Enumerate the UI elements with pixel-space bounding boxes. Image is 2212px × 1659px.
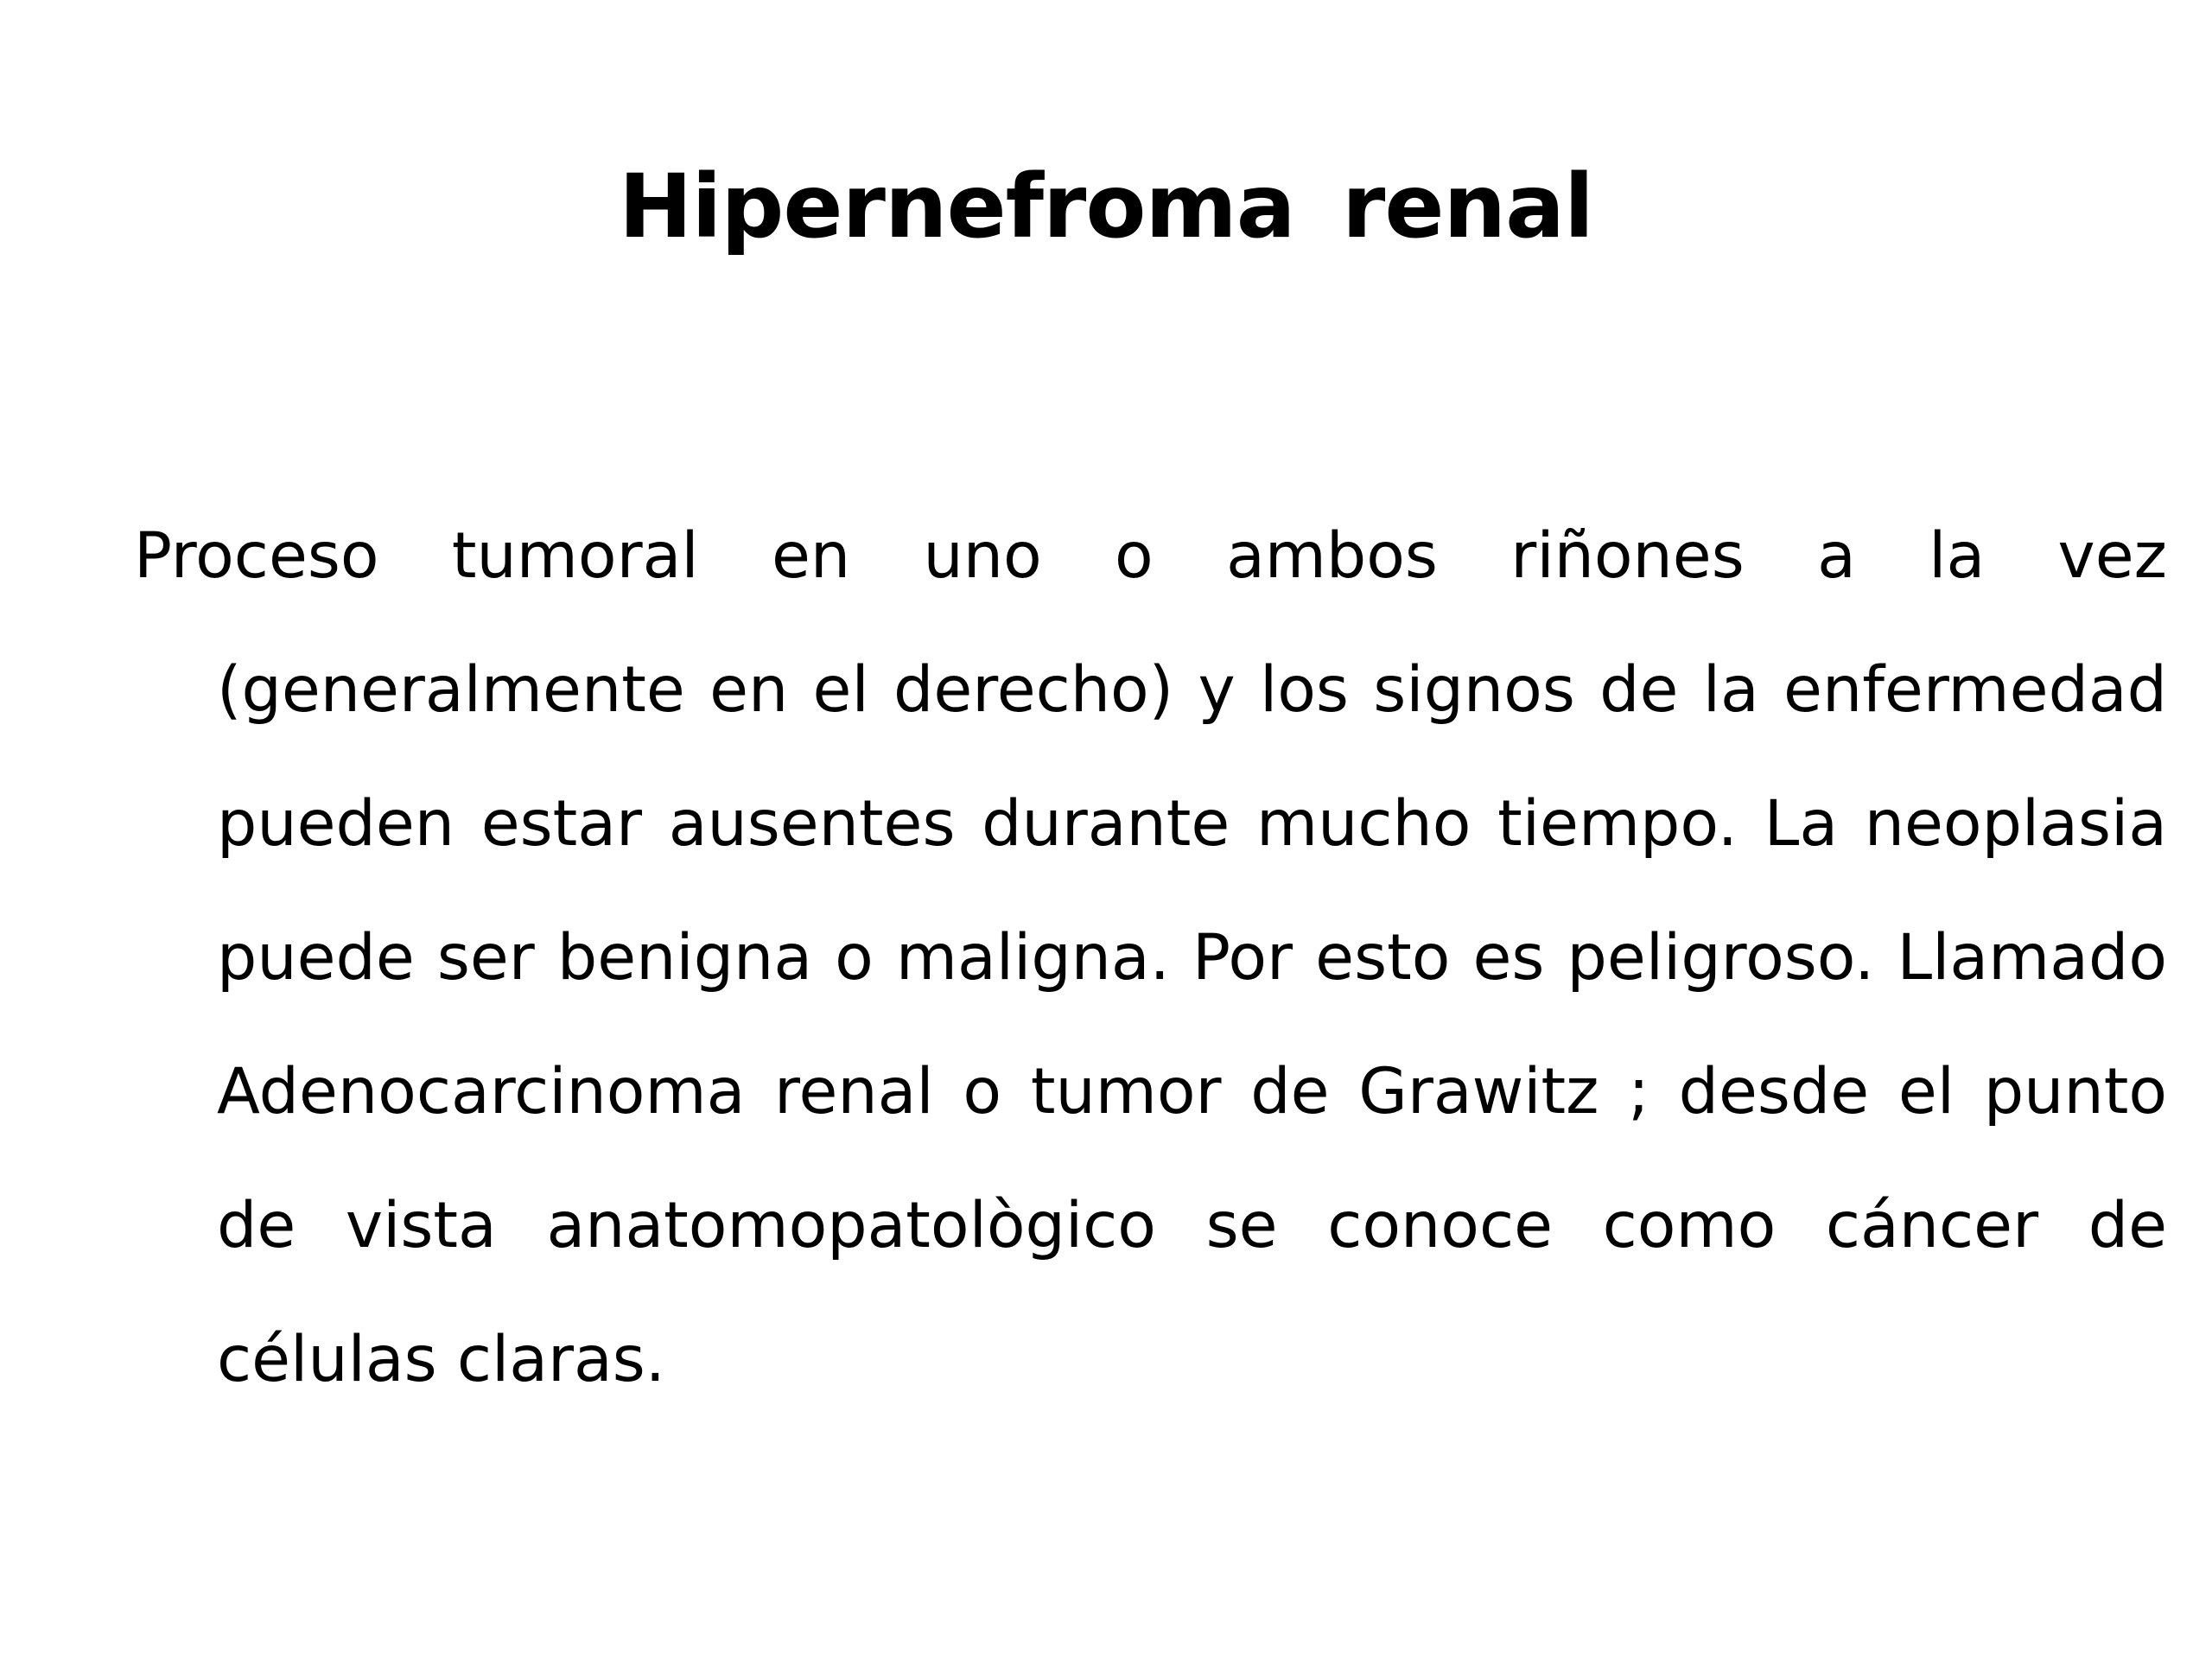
- slide-title: Hipernefroma renal: [619, 156, 1593, 258]
- body-paragraph: Proceso tumoral en uno o ambos riñones a la vez (generalmente en el derecho) y los signos de la enfermedad pueden estar ausentes durante mucho tiempo. La neoplasia puede ser benigna o maligna. Por esto es peligroso. Llamado Adenocarcinoma renal o tumor de Grawitz ; desde el punto de vista anatomopatològico se conoce como cáncer de células claras.: [134, 519, 2167, 1396]
